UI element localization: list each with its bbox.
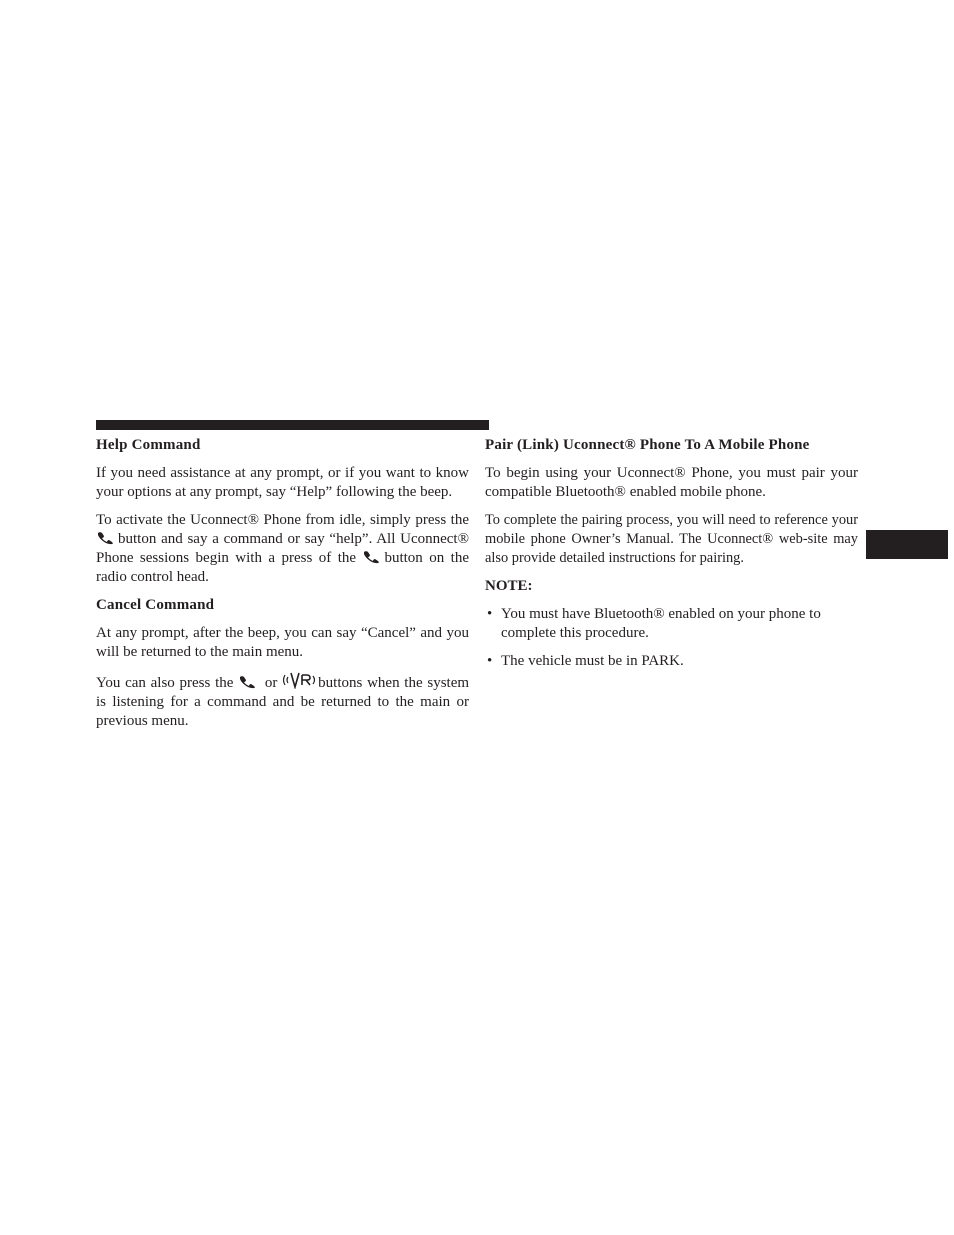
help-p2-text-a: To activate the Uconnect® Phone from idle, simply press the — [96, 512, 469, 528]
top-rule — [96, 420, 489, 430]
help-p2-text-c: button on the radio control head. — [96, 550, 469, 585]
cancel-p2-text-b: buttons when the system is listening for a command and be returned to the main or previous menu. — [96, 675, 470, 729]
bullet-symbol: • — [487, 653, 493, 669]
note-bullet-list — [485, 605, 858, 671]
voice-recognition-icon — [282, 671, 318, 689]
pair-paragraph-2: To complete the pairing process, you will need to reference your mobile phone Owner’s Manual. The Uconnect® web-site may also provide detailed instructions for pairing. — [485, 512, 858, 566]
cancel-p2-text-a: You can also press the — [96, 675, 234, 691]
help-paragraph-2 — [96, 511, 469, 587]
pair-heading: Pair (Link) Uconnect® Phone To A Mobile Phone — [485, 437, 810, 453]
list-item — [485, 652, 858, 671]
help-paragraph-1: If you need assistance at any prompt, or if you want to know your options at any prompt, say “Help” following the beep. — [96, 465, 469, 500]
bullet-text: The vehicle must be in PARK. — [501, 653, 684, 669]
help-command-heading: Help Command — [96, 437, 201, 453]
phone-icon — [238, 675, 260, 689]
right-column — [485, 436, 858, 680]
section-tab-marker — [866, 530, 948, 559]
bullet-text: You must have Bluetooth® enabled on your phone to complete this procedure. — [501, 606, 821, 641]
note-label: NOTE: — [485, 578, 533, 594]
bullet-symbol: • — [487, 606, 493, 622]
cancel-p2-or: or — [264, 675, 278, 691]
phone-icon — [362, 550, 384, 564]
cancel-command-heading: Cancel Command — [96, 597, 215, 613]
left-column — [96, 436, 469, 740]
help-p2-text-b: button and say a command or say “help”. All Uconnect® Phone sessions begin with a press of the — [96, 531, 469, 566]
pair-paragraph-1: To begin using your Uconnect® Phone, you must pair your compatible Bluetooth® enabled mobile phone. — [485, 465, 858, 500]
cancel-paragraph-2 — [96, 671, 469, 731]
list-item — [485, 605, 858, 643]
cancel-paragraph-1: At any prompt, after the beep, you can say “Cancel” and you will be returned to the main menu. — [96, 625, 469, 660]
phone-icon — [96, 531, 118, 545]
